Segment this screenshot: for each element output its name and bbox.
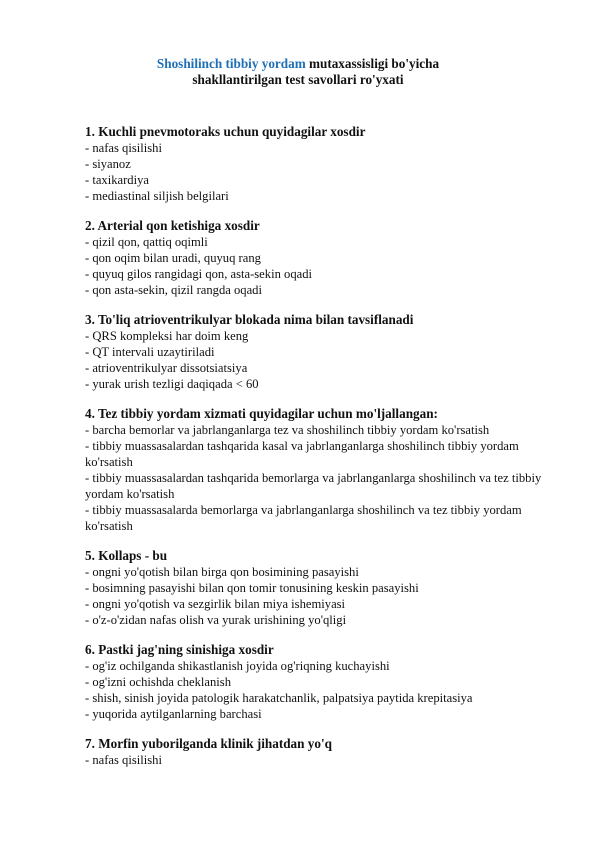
question-title: 3. To'liq atrioventrikulyar blokada nima bilan tavsiflanadi [85, 312, 414, 327]
title-accent: Shoshilinch tibbiy yordam [156, 56, 306, 71]
document-subtitle: shakllantirilgan test savollari ro'yxati [192, 72, 404, 87]
answer-option: - QRS kompleksi har doim keng [85, 329, 249, 343]
question-title: 1. Kuchli pnevmotoraks uchun quyidagilar xosdir [85, 124, 366, 139]
question-block [85, 736, 544, 768]
answer-option: - shish, sinish joyida patologik harakatchanlik, palpatsiya paytida krepitasiya [85, 691, 473, 705]
question-block [85, 312, 544, 392]
answer-list [85, 234, 544, 298]
answer-option: - ongni yo'qotish bilan birga qon bosimining pasayishi [85, 565, 359, 579]
answer-list [85, 328, 544, 392]
answer-list [85, 564, 544, 628]
answer-option: - qizil qon, qattiq oqimli [85, 235, 208, 249]
document-header [52, 56, 544, 88]
answer-option: - qon oqim bilan uradi, quyuq rang [85, 251, 261, 265]
answer-option: - yuqorida aytilganlarning barchasi [85, 707, 262, 721]
answer-list [85, 752, 544, 768]
answer-option: - qon asta-sekin, qizil rangda oqadi [85, 283, 262, 297]
answer-option: - bosimning pasayishi bilan qon tomir tonusining keskin pasayishi [85, 581, 419, 595]
answer-option: - ongni yo'qotish va sezgirlik bilan miya ishemiyasi [85, 597, 346, 611]
answer-option: - nafas qisilishi [85, 141, 162, 155]
answer-option: - tibbiy muassasalardan tashqarida kasal va jabrlanganlarga shoshilinch tibbiy yordam ko'rsatish [85, 439, 519, 469]
question-title: 2. Arterial qon ketishiga xosdir [85, 218, 260, 233]
answer-option: - siyanoz [85, 157, 131, 171]
question-title: 5. Kollaps - bu [85, 548, 168, 563]
answer-option: - og'iz ochilganda shikastlanish joyida og'riqning kuchayishi [85, 659, 390, 673]
question-block [85, 124, 544, 204]
answer-option: - o'z-o'zidan nafas olish va yurak urishining yo'qligi [85, 613, 347, 627]
answer-list [85, 140, 544, 204]
answer-option: - mediastinal siljish belgilari [85, 189, 229, 203]
question-title: 7. Morfin yuborilganda klinik jihatdan yo'q [85, 736, 332, 751]
question-title: 4. Tez tibbiy yordam xizmati quyidagilar uchun mo'ljallangan: [85, 406, 438, 421]
answer-option: - quyuq gilos rangidagi qon, asta-sekin oqadi [85, 267, 312, 281]
answer-option: - og'izni ochishda cheklanish [85, 675, 232, 689]
answer-option: - barcha bemorlar va jabrlanganlarga tez va shoshilinch tibbiy yordam ko'rsatish [85, 423, 490, 437]
question-list [85, 124, 544, 768]
answer-option: - QT intervali uzaytiriladi [85, 345, 215, 359]
question-block [85, 406, 544, 534]
question-block [85, 642, 544, 722]
answer-list [85, 658, 544, 722]
answer-option: - atrioventrikulyar dissotsiatsiya [85, 361, 248, 375]
answer-option: - taxikardiya [85, 173, 149, 187]
title-rest: mutaxassisligi bo'yicha [305, 56, 440, 71]
answer-option: - yurak urish tezligi daqiqada < 60 [85, 377, 259, 391]
answer-option: - tibbiy muassasalarda bemorlarga va jabrlanganlarga shoshilinch va tez tibbiy yordam ko'rsatish [85, 503, 522, 533]
answer-list [85, 422, 544, 534]
document-title [52, 56, 544, 72]
answer-option: - tibbiy muassasalardan tashqarida bemorlarga va jabrlanganlarga shoshilinch va tez tibbiy yordam ko'rsatish [85, 471, 542, 501]
question-block [85, 548, 544, 628]
question-title: 6. Pastki jag'ning sinishiga xosdir [85, 642, 274, 657]
answer-option: - nafas qisilishi [85, 753, 162, 767]
question-block [85, 218, 544, 298]
